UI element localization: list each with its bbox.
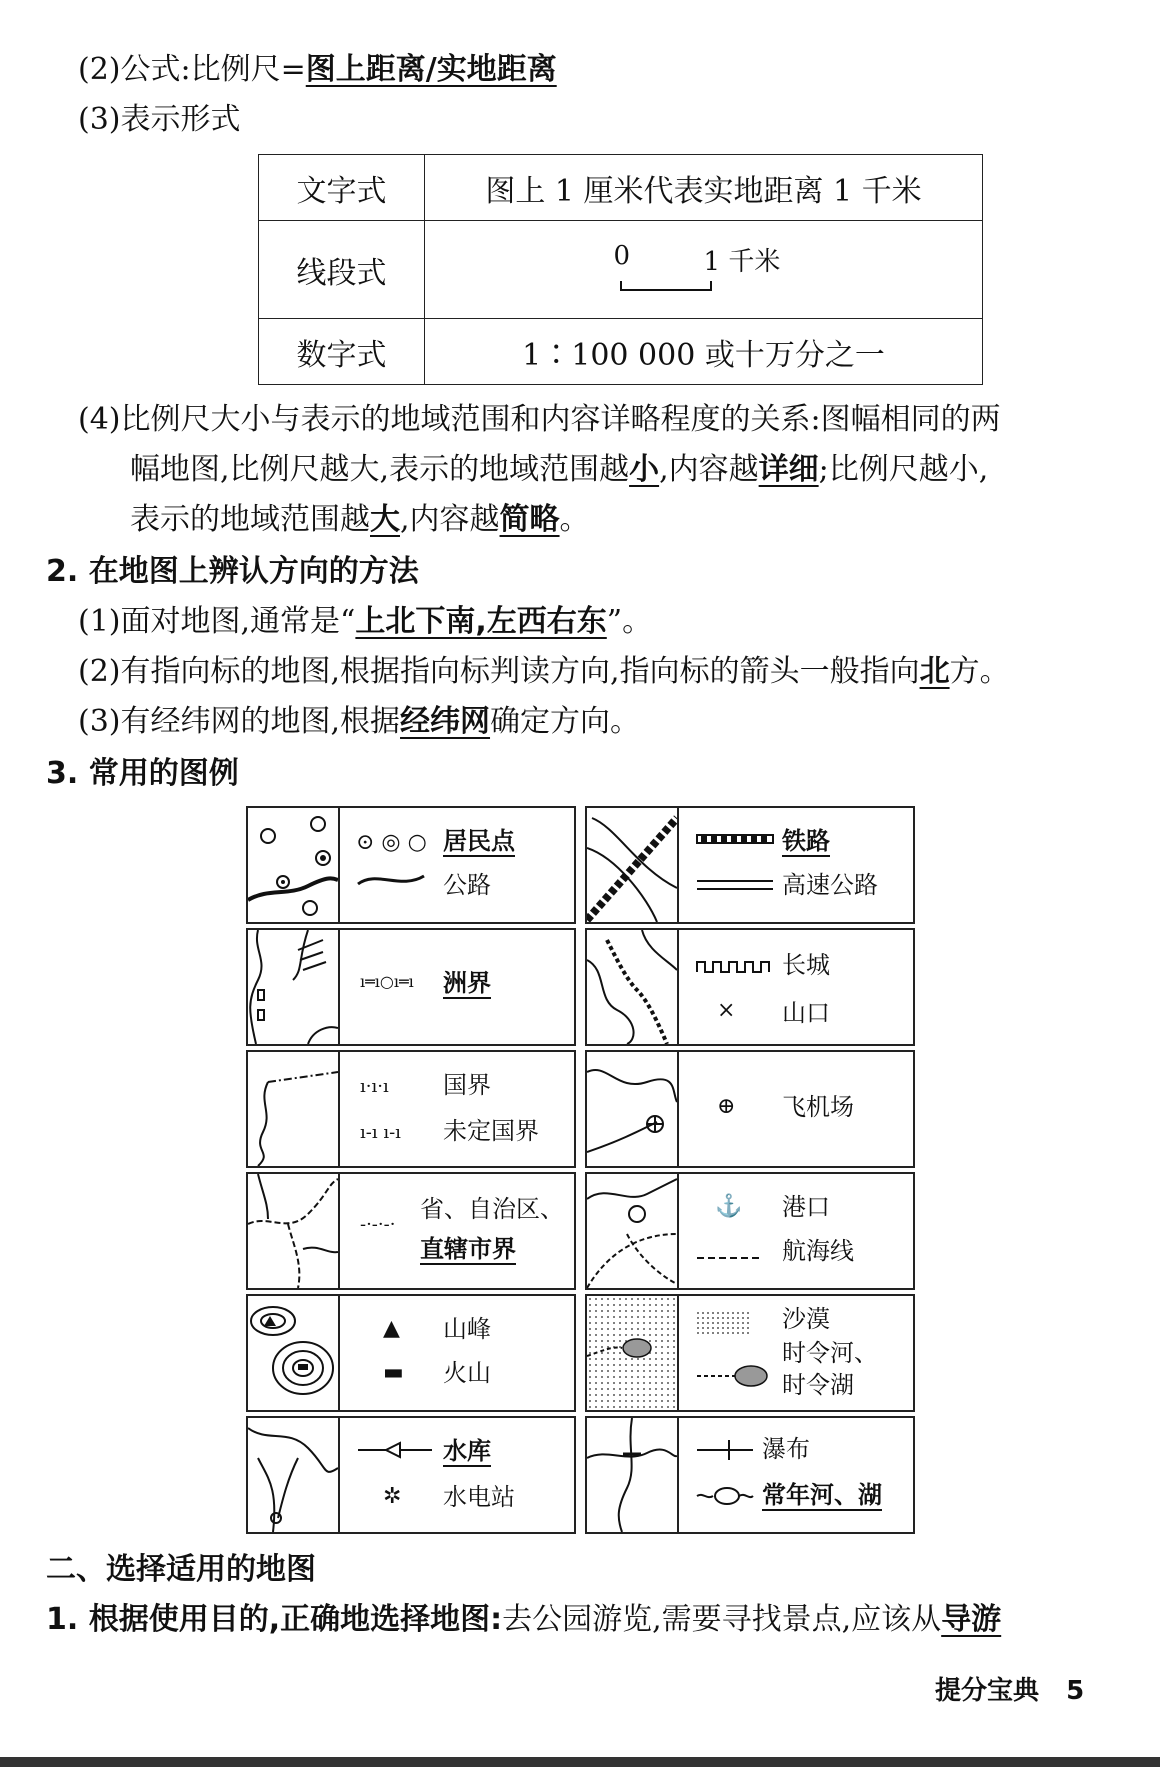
settlement-symbol-icon: ⊙ ◎ ○ — [356, 830, 427, 855]
direction-title: 2. 在地图上辨认方向的方法 — [46, 554, 419, 589]
continent-boundary-icon: ı═ı○ı═ı — [360, 972, 414, 991]
scale-line — [620, 281, 712, 291]
direction-p1: (1)面对地图,通常是“上北下南,左西右东”。 — [78, 604, 653, 639]
reservoir-map-icon — [248, 1418, 340, 1532]
bottom-bar — [0, 1757, 1160, 1767]
table-row — [259, 221, 983, 319]
relation-line-3: 表示的地域范围越大,内容越简略。 — [130, 502, 590, 537]
legend-cell-desert: 沙漠 时令河、 时令湖 — [585, 1294, 915, 1412]
legend-cell-waterfall: 瀑布 常年河、湖 — [585, 1416, 915, 1534]
table-cell-label: 线段式 — [259, 221, 425, 319]
waterfall-symbol-icon — [695, 1438, 755, 1468]
perennial-river-lake-icon — [695, 1484, 755, 1514]
sea-lane-icon — [695, 1244, 765, 1269]
province-boundary-icon: -·-·-· — [360, 1214, 396, 1235]
legend-cell-peak: ▲ 山峰 ▬ 火山 — [246, 1294, 576, 1412]
volcano-symbol-icon: ▬ — [383, 1360, 404, 1385]
contour-map-icon — [248, 1296, 340, 1410]
desert-symbol-icon — [695, 1310, 751, 1336]
formula-answer: 图上距离/实地距离 — [305, 52, 557, 87]
forms-title: (3)表示形式 — [78, 102, 241, 137]
relation-line-1: (4)比例尺大小与表示的地域范围和内容详略程度的关系:图幅相同的两 — [78, 402, 1001, 437]
legend-cell-continent: ı═ı○ı═ı 洲界 — [246, 928, 576, 1046]
continent-map-icon — [248, 930, 340, 1044]
relation-line-2: 幅地图,比例尺越大,表示的地域范围越小,内容越详细;比例尺越小, — [130, 452, 989, 487]
settlement-map-icon — [248, 808, 340, 922]
undetermined-border-icon: ı-ı ı-ı — [360, 1122, 401, 1143]
railway-symbol-icon — [695, 828, 775, 856]
legend-cell-reservoir: 水库 ✲ 水电站 — [246, 1416, 576, 1534]
national-border-icon: ı·ı·ı — [360, 1076, 389, 1097]
table-row — [259, 319, 983, 385]
port-map-icon — [587, 1174, 679, 1288]
desert-map-icon — [587, 1296, 679, 1410]
port-symbol-icon: ⚓ — [715, 1194, 743, 1219]
table-row — [259, 155, 983, 221]
airport-symbol-icon: ⊕ — [717, 1094, 736, 1119]
legend-cell-port: ⚓ 港口 航海线 — [585, 1172, 915, 1290]
direction-p3: (3)有经纬网的地图,根据经纬网确定方向。 — [78, 704, 641, 739]
legend-title: 3. 常用的图例 — [46, 756, 239, 791]
table-cell-label: 文字式 — [259, 155, 425, 221]
peak-symbol-icon: ▲ — [383, 1316, 400, 1341]
road-symbol-icon — [356, 868, 426, 898]
province-map-icon — [248, 1174, 340, 1288]
scale-forms-table — [258, 154, 983, 385]
legend-cell-airport: ⊕ 飞机场 — [585, 1050, 915, 1168]
great-wall-symbol-icon — [695, 956, 771, 982]
reservoir-symbol-icon — [356, 1440, 434, 1466]
highway-symbol-icon — [695, 874, 775, 899]
section2-p1: 1. 根据使用目的,正确地选择地图:去公园游览,需要寻找景点,应该从导游 — [46, 1602, 1002, 1637]
table-cell-content: 1∶100 000 或十万分之一 — [425, 319, 983, 385]
seasonal-river-lake-icon — [695, 1362, 769, 1396]
legend-cell-border: ı·ı·ı 国界 ı-ı ı-ı 未定国界 — [246, 1050, 576, 1168]
table-cell-content: 图上 1 厘米代表实地距离 1 千米 — [425, 155, 983, 221]
legend-cell-province: -·-·-· 省、自治区、 直辖市界 — [246, 1172, 576, 1290]
page-number: 5 — [1066, 1676, 1085, 1706]
legend-cell-settlement: ⊙ ◎ ○ 居民点 公路 — [246, 806, 576, 924]
book-title: 提分宝典 — [935, 1676, 1040, 1706]
formula-line: (2)公式:比例尺=图上距离/实地距离 — [78, 52, 557, 87]
wall-map-icon — [587, 930, 679, 1044]
table-cell-label: 数字式 — [259, 319, 425, 385]
hydro-station-icon: ✲ — [383, 1484, 402, 1509]
border-map-icon — [248, 1052, 340, 1166]
legend-cell-wall-pass: 长城 × 山口 — [585, 928, 915, 1046]
line-scale-bar: 0 1 千米 — [614, 241, 794, 291]
legend-cell-railway: 铁路 高速公路 — [585, 806, 915, 924]
waterfall-map-icon — [587, 1418, 679, 1532]
airport-map-icon — [587, 1052, 679, 1166]
line-scale-cell — [425, 221, 983, 319]
section-title: 二、选择适用的地图 — [46, 1552, 316, 1587]
direction-p2: (2)有指向标的地图,根据指向标判读方向,指向标的箭头一般指向北方。 — [78, 654, 1010, 689]
page-footer — [935, 1670, 1084, 1707]
railway-map-icon — [587, 808, 679, 922]
pass-symbol-icon: × — [717, 998, 736, 1023]
